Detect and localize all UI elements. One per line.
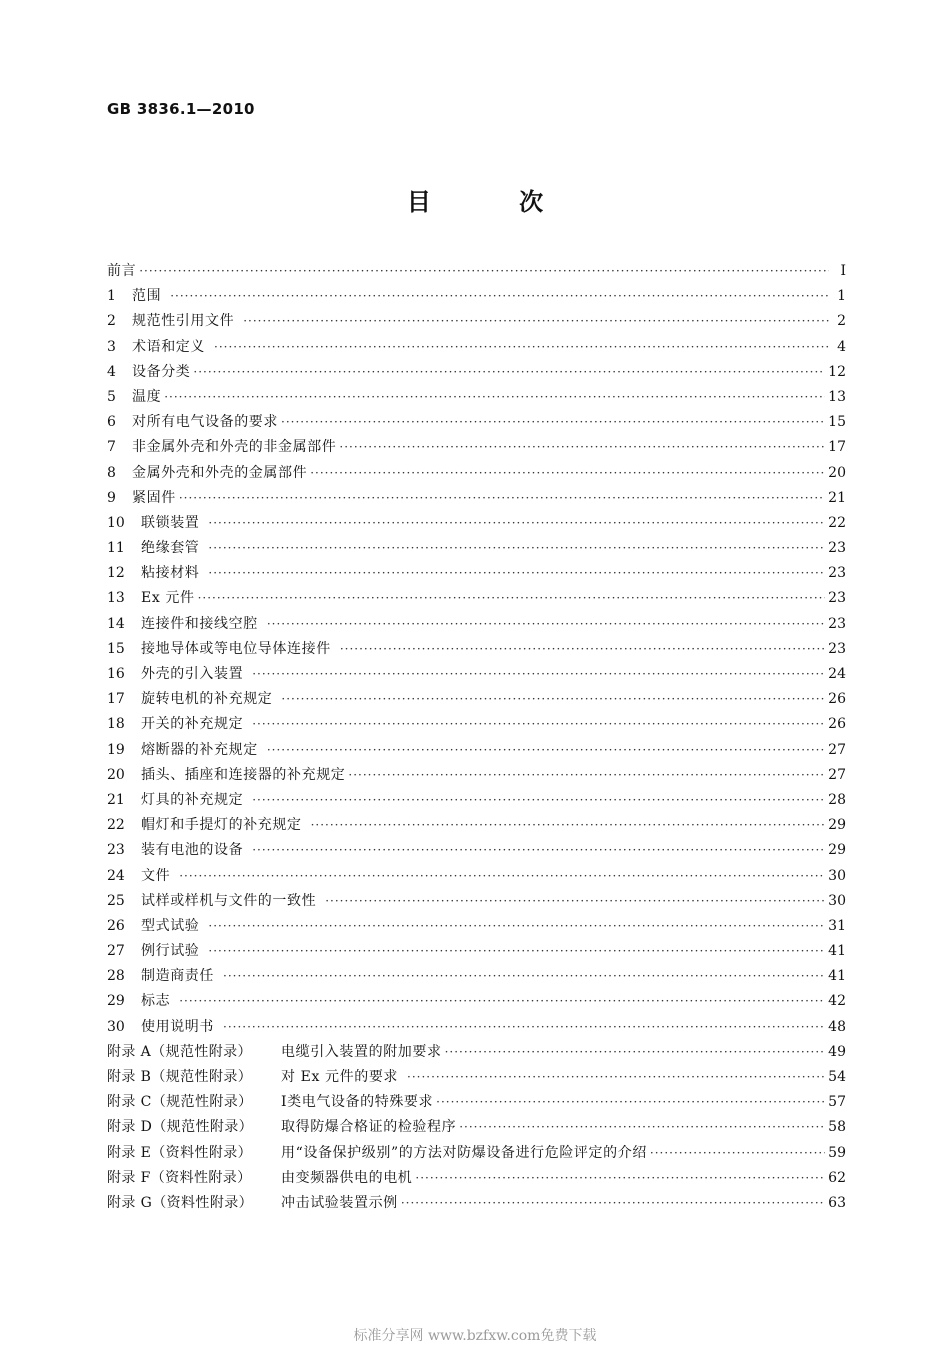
dot-leader [348,763,825,788]
toc-label: 型式试验 [141,917,200,934]
dot-leader [252,662,825,687]
toc-label: 设备分类 [132,363,191,380]
toc-page-number: 4 [837,338,846,355]
toc-page-number: 23 [828,540,846,557]
toc-page-number: 42 [828,993,846,1010]
annex-entry[interactable] [107,1141,846,1166]
dot-leader [436,1090,825,1115]
toc-number: 13 [107,590,125,607]
toc-number: 5 [107,388,116,405]
toc-number: 18 [107,716,125,733]
toc-entry[interactable] [107,309,846,334]
toc-entry[interactable] [107,838,846,863]
annex-label: 用“设备保护级别”的方法对防爆设备进行危险评定的介绍 [281,1144,647,1161]
toc-entry[interactable] [107,385,846,410]
toc-entry[interactable] [107,561,846,586]
toc-page-number: 27 [828,741,846,758]
toc-page-number: 15 [828,414,846,431]
toc-number: 6 [107,414,116,431]
toc-number: 20 [107,766,125,783]
toc-entry[interactable] [107,964,846,989]
toc-entry[interactable] [107,461,846,486]
dot-leader [311,813,826,838]
toc-entry[interactable] [107,1015,846,1040]
dot-leader [281,687,825,712]
dot-leader [252,838,825,863]
toc-number: 9 [107,489,116,506]
annex-page-number: 63 [828,1194,846,1211]
toc-number: 25 [107,892,125,909]
toc-entry[interactable] [107,914,846,939]
dot-leader [179,486,825,511]
toc-page-number: 24 [828,666,846,682]
annex-page-number: 49 [828,1043,846,1060]
dot-leader [208,511,825,536]
dot-leader [267,612,825,637]
toc-number: 3 [107,338,116,355]
toc-label: 非金属外壳和外壳的非金属部件 [132,439,337,456]
toc-label: 试样或样机与文件的一致性 [141,892,317,909]
toc-number: 22 [107,817,125,834]
toc-label: 连接件和接线空腔 [141,615,258,632]
toc-label: 使用说明书 [141,1018,214,1035]
annex-page-number: 58 [828,1119,846,1136]
watermark: 标准分享网 www.bzfxw.com免费下载 [353,1328,597,1344]
toc-entry[interactable] [107,511,846,536]
toc-number: 19 [107,741,125,758]
toc-entry[interactable] [107,486,846,511]
toc-label: 装有电池的设备 [141,842,244,859]
toc-entry[interactable] [107,435,846,460]
dot-leader [459,1115,825,1140]
toc-entry[interactable] [107,687,846,712]
toc-page-number: 12 [828,363,846,380]
toc-number: 26 [107,917,125,934]
dot-leader [139,259,829,284]
toc-page-number: 22 [828,514,846,531]
standard-code: GB 3836.1—2010 [107,100,255,118]
toc-entry[interactable] [107,738,846,763]
dot-leader [214,335,829,360]
toc-page-number: 23 [828,615,846,632]
toc-entry[interactable] [107,259,846,284]
toc-page-number: 29 [828,842,846,859]
toc-entry[interactable] [107,989,846,1014]
toc-number: 11 [107,540,125,557]
toc-label: 开关的补充规定 [141,716,244,733]
annex-prefix: 附录 D（规范性附录） [107,1119,254,1136]
toc-number: 12 [107,565,125,582]
annex-entry[interactable] [107,1040,846,1065]
dot-leader [340,637,825,662]
toc-label: 粘接材料 [141,565,200,582]
toc-title: 目 次 [406,187,584,216]
toc-entry[interactable] [107,284,846,309]
annex-page-number: 57 [828,1094,846,1111]
annex-entry[interactable] [107,1090,846,1115]
toc-number: 2 [107,313,116,330]
annex-label: 电缆引入装置的附加要求 [281,1043,442,1060]
toc-page-number: 21 [828,489,846,506]
toc-label: 制造商责任 [141,968,214,985]
dot-leader [170,284,829,309]
dot-leader [310,461,825,486]
toc-page-number: 2 [837,313,846,330]
toc-number: 24 [107,867,125,884]
toc-label: 帽灯和手提灯的补充规定 [141,817,302,834]
dot-leader [267,738,825,763]
toc-entry[interactable] [107,536,846,561]
toc-page-number: 17 [828,439,846,456]
toc-label: 对所有电气设备的要求 [132,414,278,431]
toc-number: 30 [107,1018,125,1035]
toc-entry[interactable] [107,939,846,964]
toc-label: 外壳的引入装置 [141,666,244,682]
toc-number: 1 [107,288,116,305]
dot-leader [650,1141,825,1166]
toc-page-number: 48 [828,1018,846,1035]
dot-leader [445,1040,826,1065]
dot-leader [193,360,825,385]
annex-entry[interactable] [107,1115,846,1140]
toc-page-number: 41 [828,968,846,985]
toc-label: 标志 [141,993,171,1010]
toc-entry[interactable] [107,637,846,662]
toc-label: 灯具的补充规定 [141,791,244,808]
annex-label: 由变频器供电的电机 [281,1169,413,1186]
annex-entry[interactable] [107,1166,846,1191]
toc-number: 21 [107,791,125,808]
annex-prefix: 附录 G（资料性附录） [107,1194,254,1211]
toc-entry[interactable] [107,410,846,435]
toc-page-number: 20 [828,464,846,481]
toc-label: 联锁装置 [141,514,200,531]
toc-entry[interactable] [107,813,846,838]
toc-label: 前言 [107,263,137,279]
toc-page-number: 13 [828,388,846,405]
toc-number: 10 [107,514,125,531]
dot-leader [325,889,825,914]
toc-entry[interactable] [107,335,846,360]
toc-number: 15 [107,640,125,657]
toc-number: 7 [107,439,116,456]
dot-leader [179,864,825,889]
toc-page-number: 29 [828,817,846,834]
toc-number: 29 [107,993,125,1010]
toc-entry[interactable] [107,712,846,737]
table-of-contents [107,259,846,1216]
toc-entry[interactable] [107,788,846,813]
annex-page-number: 62 [828,1169,846,1186]
toc-page-number: 23 [828,640,846,657]
annex-page-number: 54 [828,1069,846,1085]
toc-page-number: 23 [828,590,846,607]
dot-leader [252,788,825,813]
toc-page-number: 41 [828,943,846,960]
toc-label: 文件 [141,867,171,884]
annex-label: 取得防爆合格证的检验程序 [281,1119,457,1136]
annex-label: 对 Ex 元件的要求 [281,1069,399,1085]
toc-page-number: 30 [828,867,846,884]
dot-leader [223,1015,825,1040]
toc-label: 术语和定义 [132,338,205,355]
dot-leader [252,712,825,737]
toc-label: 接地导体或等电位导体连接件 [141,640,331,657]
annex-prefix: 附录 E（资料性附录） [107,1144,253,1161]
dot-leader [401,1191,825,1216]
toc-label: 例行试验 [141,943,200,960]
annex-prefix: 附录 C（规范性附录） [107,1094,253,1111]
toc-entry[interactable] [107,662,846,687]
dot-leader [415,1166,825,1191]
dot-leader [208,939,825,964]
dot-leader [339,435,825,460]
dot-leader [198,586,826,611]
toc-label: 规范性引用文件 [132,313,235,330]
toc-label: Ex 元件 [141,590,195,607]
toc-label: 紧固件 [132,489,176,506]
toc-label: 金属外壳和外壳的金属部件 [132,464,308,481]
annex-page-number: 59 [828,1144,846,1161]
toc-page-number: 26 [828,691,846,708]
dot-leader [223,964,825,989]
toc-number: 28 [107,968,125,985]
toc-page-number: 27 [828,766,846,783]
toc-entry[interactable] [107,763,846,788]
toc-entry[interactable] [107,586,846,611]
annex-entry[interactable] [107,1065,846,1090]
toc-number: 17 [107,691,125,708]
toc-page-number: 30 [828,892,846,909]
toc-label: 熔断器的补充规定 [141,741,258,758]
toc-entry[interactable] [107,360,846,385]
toc-number: 16 [107,666,125,682]
toc-number: 4 [107,363,116,380]
toc-entry[interactable] [107,864,846,889]
toc-number: 27 [107,943,125,960]
toc-label: 范围 [132,288,162,305]
annex-label: Ⅰ类电气设备的特殊要求 [281,1094,434,1111]
toc-entry[interactable] [107,612,846,637]
toc-page-number: 31 [828,917,846,934]
dot-leader [208,536,825,561]
toc-label: 旋转电机的补充规定 [141,691,273,708]
toc-label: 插头、插座和连接器的补充规定 [141,766,346,783]
dot-leader [407,1065,825,1090]
dot-leader [208,561,825,586]
dot-leader [243,309,829,334]
toc-number: 23 [107,842,125,859]
annex-prefix: 附录 A（规范性附录） [107,1043,252,1060]
toc-label: 绝缘套管 [141,540,200,557]
toc-page-number: Ⅰ [840,263,846,279]
annex-prefix: 附录 F（资料性附录） [107,1169,252,1186]
toc-number: 14 [107,615,125,632]
toc-page-number: 23 [828,565,846,582]
dot-leader [281,410,825,435]
dot-leader [164,385,825,410]
toc-page-number: 26 [828,716,846,733]
toc-page-number: 28 [828,791,846,808]
toc-label: 温度 [132,388,162,405]
toc-entry[interactable] [107,889,846,914]
toc-number: 8 [107,464,116,481]
dot-leader [208,914,825,939]
annex-label: 冲击试验装置示例 [281,1194,398,1211]
annex-entry[interactable] [107,1191,846,1216]
dot-leader [179,989,825,1014]
annex-prefix: 附录 B（规范性附录） [107,1069,253,1085]
toc-page-number: 1 [837,288,846,305]
